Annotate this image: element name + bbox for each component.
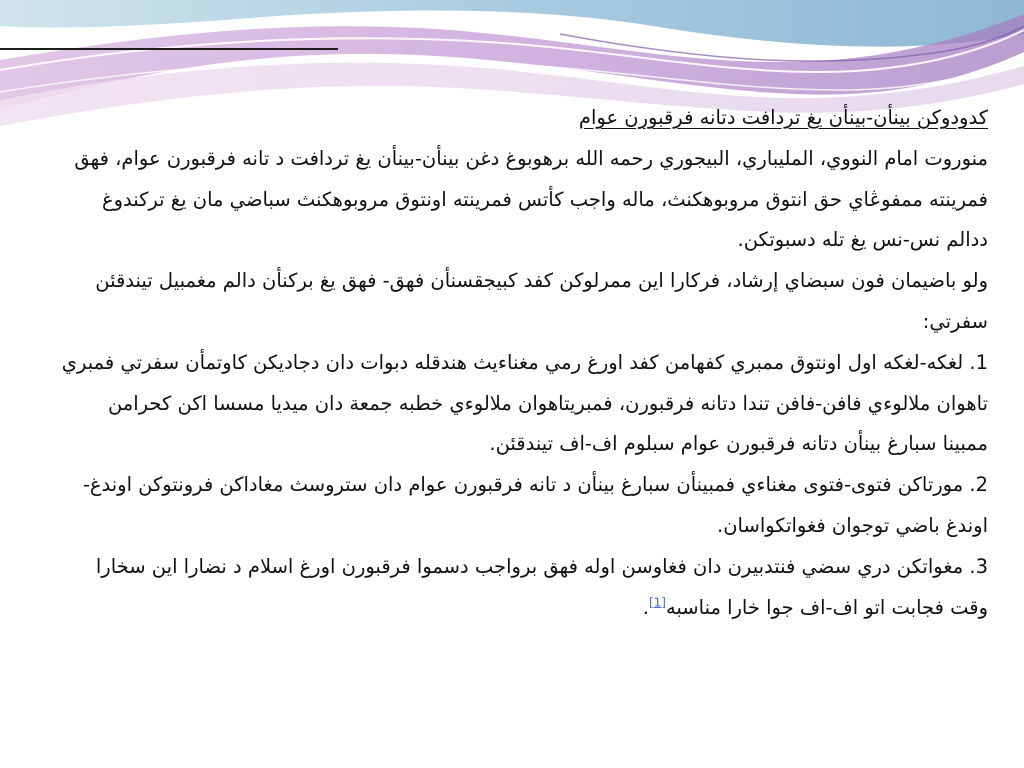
- closing-punctuation: .: [642, 595, 649, 619]
- slide-content: [60, 98, 988, 628]
- list-item-1: 1. لغكه-لغكه اول اونتوق ممبري كفهامن كفد اورغ رمي مغناءيث هندقله دبوات دان دجاديكن كاوتمأن سفرتي فمبري تاهوان ملالوءي فافن-فافن تندا دتانه فرقبورن، فمبريتاهوان ملالوءي خطبه جمعة دان ميديا مسسا اكن كحرامن ممبينا سبارغ بينأن دتانه فرقبورن عوام سبلوم اف-اف تيندقئن.: [61, 350, 988, 456]
- list-item-3: [60, 547, 988, 629]
- paragraph-2: ولو باضيمان فون سبضاي إرشاد، فركارا اين ممرلوكن كفد كبيجقسنأن فهق- فهق يغ بركنأن دالم مغمبيل تيندقئن سفرتي:: [95, 269, 988, 333]
- list-item-3-text: 3. مغواتكن دري سضي فنتدبيرن دان فغاوسن اوله فهق برواجب دسموا فرقبورن اورغ اسلام د نضارا اين سخارا وقت فجابت اتو اف-اف جوا خارا مناسبه: [95, 554, 988, 619]
- paragraph-1: منوروت امام النووي، المليباري، البيجوري رحمه الله برهوبوغ دغن بينأن-بينأن يغ تردافت د تانه فرقبورن عوام، فهق فمرينته ممفوڠاي حق انتوق مروبوهكنث، ماله واجب كأتس فمرينته اونتوق مروبوهكنث سباضي مان يغ تركندوغ ددالم نس-نس يغ تله دسبوتكن.: [74, 146, 988, 252]
- list-item-2: 2. مورتاكن فتوى-فتوى مغناءي فمبينأن سبارغ بينأن د تانه فرقبورن عوام دان ستروسث مغاداكن فرونتوكن اوندغ-اوندغ باضي توجوان فغواتكواسان.: [82, 473, 988, 537]
- slide-title: كدودوكن بينأن-بينأن يغ تردافت دتانه فرقبورن عوام: [578, 106, 988, 129]
- header-rule: [0, 48, 338, 50]
- footnote-link[interactable]: [1]: [648, 595, 666, 610]
